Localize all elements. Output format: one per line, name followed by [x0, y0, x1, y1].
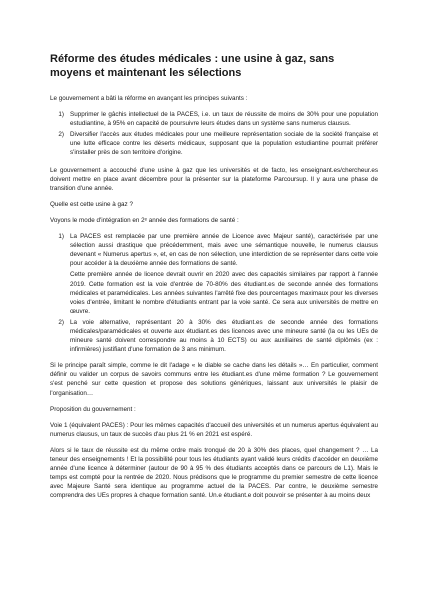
proposition-heading: Proposition du gouvernement :	[50, 405, 136, 413]
list-item	[50, 232, 378, 316]
list-item-text: La voie alternative, représentant 20 à 30% des étudiant.es de seconde année des formations médicales/paramédicales et ouverte aux étudiant.es des licences avec une mineure santé (la ou les UEs de mineure santé doivent correspondre au moins à 10 ECTS) ou aux auxiliaires de santé diplômés (ex : infirmières) justifiant d'une formation de 3 ans minimum.	[70, 318, 378, 354]
principles-list	[50, 110, 378, 157]
list-item-text: Supprimer le gâchis intellectuel de la PACES, i.e. un taux de réussite de moins de 30% pour une population estudiantine, à 95% en capacité de poursuivre leurs études dans un système sans numerus clausus.	[70, 111, 378, 128]
modes-intro: Voyons le mode d'intégration en 2ᵉ année des formations de santé :	[50, 216, 239, 224]
list-item-text: Diversifier l'accès aux études médicales pour une meilleure représentation sociale de la société française et une lutte efficace contre les déserts médicaux, supposant que la population estudiantine pourrait préférer s'installer près de son territoire d'origine.	[70, 131, 378, 157]
question-line: Quelle est cette usine à gaz ?	[50, 200, 133, 208]
list-item	[50, 318, 378, 354]
list-item-text: La PACES est remplacée par une première année de Licence avec Majeur santé), caractérisée par une sélection aussi drastique que précédemment, mais avec une sémantique nouvelle, le numerus clausus devenant « Numerus apertus », et, en cas de non sélection, une interdiction de se représenter dans cette voie pour accéder à la deuxième année des formations de santé.	[70, 233, 378, 268]
final-paragraph: Alors si le taux de réussite est du même ordre mais tronqué de 20 à 30% des places, quel changement ? … La teneur des enseignements ! Et la possibilité pour tous les étudiants ayant validé leurs crédits d'accéder en deuxième année d'une licence à déterminer (autour de 90 à 95 % des étudiants acceptés dans ce parcours de L1). Mais le temps est compté pour la rentrée de 2020. Nous prédisons que le programme du premier semestre de cette licence avec Majeure Santé sera identique au programme actuel de la PACES. Par contre, le deuxième semestre comprendra des UEs propres à chaque formation santé. Un.e étudiant.e doit pouvoir se présenter à au moins deux	[50, 446, 378, 500]
list-item	[50, 110, 378, 128]
university-paragraph: Le gouvernement a accouché d'une usine à gaz que les universités et de facto, les enseignant.es/chercheur.es doivent mettre en place avant décembre pour la présenter sur la plateforme Parcoursup. Il y aura une phase de transition d'une année.	[50, 166, 378, 192]
principle-paragraph: Si le principe paraît simple, comme le dit l'adage « le diable se cache dans les détails »… En particulier, comment définir ou valider un corpus de savoirs communs entre les étudiant.es d'une même formation ? Le gouvernement s'est penché sur cette question et propose des solutions génériques, laissant aux universités le plaisir de l'organisation…	[50, 362, 378, 397]
list-number: 2)	[58, 131, 64, 139]
list-item	[50, 130, 378, 157]
list-item-text: Cette première année de licence devrait ouvrir en 2020 avec des capacités similaires par rapport à l'année 2019. Cette formation est la voie d'entrée de 70-80% des étudiant.es de seconde année des formations médicales et paramédicales. Les années suivantes l'arrêté fixe des pourcentages maximaux pour les diverses voies d'entrée, limitant le nombre d'étudiants entrant par la voie santé. Ce sera aux universités de mettre en œuvre.	[70, 271, 378, 315]
list-number: 1)	[58, 233, 64, 241]
list-number: 2)	[58, 318, 64, 326]
list-number: 1)	[58, 111, 64, 119]
voie1-paragraph: Voie 1 (équivalent PACES) : Pour les mêmes capacités d'accueil des universités et un numerus apertus équivalent au numerus clausus, un taux de succès d'au plus 21 % en 2021 est espéré.	[50, 421, 378, 438]
intro-paragraph: Le gouvernement a bâti la réforme en avançant les principes suivants :	[50, 95, 248, 102]
document-title: Réforme des études médicales : une usine à gaz, sans moyens et maintenant les sélections	[50, 53, 335, 79]
modes-list	[50, 232, 378, 354]
